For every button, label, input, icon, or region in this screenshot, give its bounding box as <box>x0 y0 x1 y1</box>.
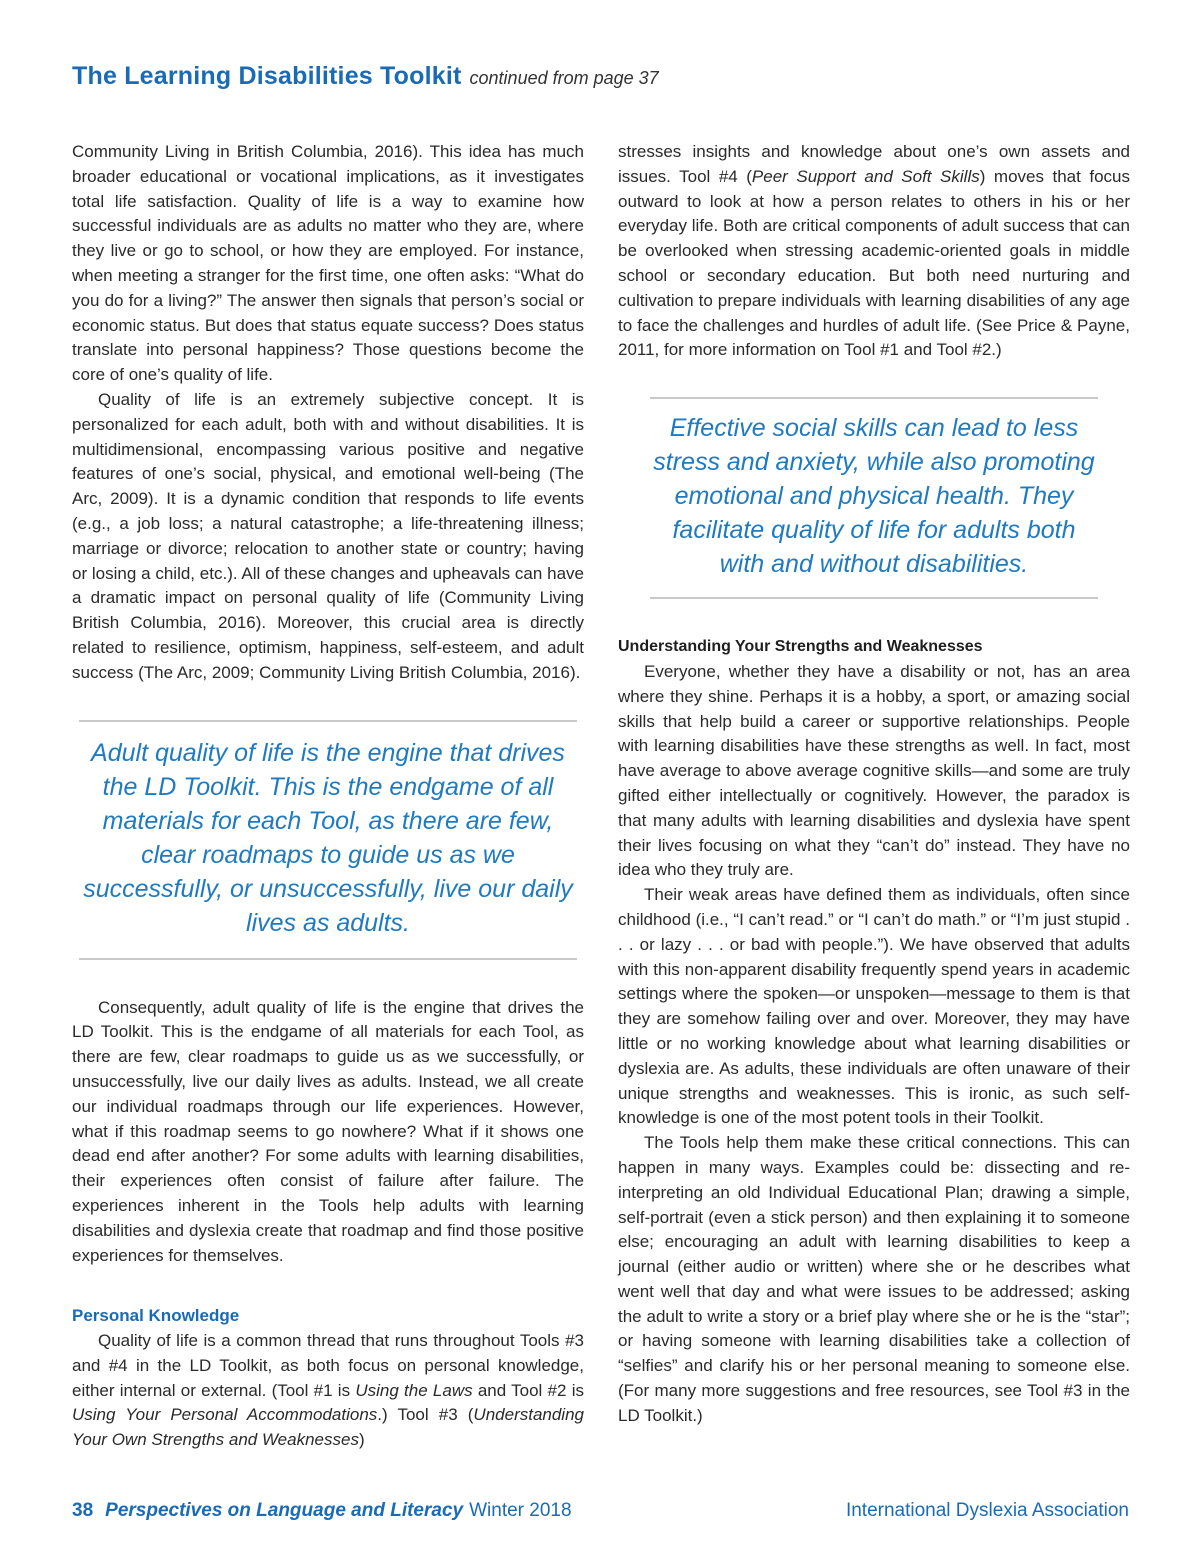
issue-label: Winter 2018 <box>469 1500 572 1521</box>
footer-left <box>72 1500 572 1522</box>
text-run: ) <box>358 1430 365 1450</box>
organization-name: International Dyslexia Association <box>845 1500 1129 1521</box>
left-column <box>72 140 584 1453</box>
body-paragraph: Quality of life is an extremely subjective concept. It is personalized for each adult, both with and without disabilities. It is multidimensional, encompassing various positive and negative features of one’s social, physical, and emotional well-being (The Arc, 2009). It is a dynamic condition that responds to life events (e.g., a job loss; a natural catastrophe; a life-threatening illness; marriage or divorce; relocation to another state or country; having or losing a child, etc.). All of these changes and upheavals can have a dramatic impact on personal quality of life (Community Living British Columbia, 2016). Moreover, this crucial area is directly related to resilience, optimism, happiness, self-esteem, and adult success (The Arc, 2009; Community Living British Columbia, 2016). <box>72 389 584 682</box>
continued-note: continued from page 37 <box>469 68 659 88</box>
pull-quote: Adult quality of life is the engine that drives the LD Toolkit. This is the endgame of all materials for each Tool, as there are few, clear roadmaps to guide us as we successfully, or unsuccessfully, live our daily lives as adults. <box>79 720 577 960</box>
running-header <box>72 62 659 91</box>
right-column <box>618 140 1130 1429</box>
text-run: .) Tool #3 ( <box>377 1405 474 1425</box>
body-paragraph <box>72 1329 584 1453</box>
page-number: 38 <box>72 1500 94 1521</box>
body-paragraph: The Tools help them make these critical connections. This can happen in many ways. Examples could be: dissecting and re-interpreting an old Individual Educational Plan; drawing a simple, self-portrait (even a stick person) and then explaining it to someone else; encouraging an adult with learning disabilities to keep a journal (either audio or written) where she or he describes what went well that day and what were issues to be addressed; asking the adult to write a story or a brief play where she or he is the “star”; or having someone with learning disabilities take a collection of “selfies” and clarify his or her personal meaning to someone else. (For many more suggestions and free resources, see Tool #3 in the LD Toolkit.) <box>618 1133 1130 1425</box>
text-run: Quality of life is a common thread that runs throughout Tools #3 and #4 in the LD Toolkit, as both focus on personal knowledge, either internal or external. (Tool #1 is <box>72 1331 584 1400</box>
body-paragraph: Their weak areas have defined them as individuals, often since childhood (i.e., “I can’t read.” or “I can’t do math.” or “I’m just stupid . . . or lazy . . . or bad with people.”). We have observed that adults with this non-apparent disability frequently spend years in academic settings where the spoken—or unspoken—message to them is that they are somehow failing over and over. Moreover, they may have little or no working knowledge about what learning disabilities or dyslexia are. As adults, these individuals are often unaware of their unique strengths and weaknesses. This is ironic, as such self-knowledge is one of the most potent tools in their Toolkit. <box>618 885 1130 1128</box>
section-heading: Understanding Your Strengths and Weaknesses <box>618 638 983 656</box>
tool-title: Peer Support and Soft Skills <box>751 166 980 186</box>
section-heading: Personal Knowledge <box>72 1306 240 1326</box>
tool-title: Using the Laws <box>355 1380 473 1400</box>
text-run: stresses insights and knowledge about one’s own assets and issues. Tool #4 ( <box>618 142 1130 186</box>
body-paragraph: Everyone, whether they have a disability or not, has an area where they shine. Perhaps it is a hobby, a sport, or amazing social skills that help build a career or supportive relationships. People with learning disabilities have these strengths as well. In fact, most have average to above average cognitive skills—and some are truly gifted either intellectually or cognitively. However, the paradox is that many adults with learning disabilities and dyslexia have spent their lives focusing on what they “can’t do” instead. They have no idea who they truly are. <box>618 661 1130 880</box>
text-run: and Tool #2 is <box>472 1380 584 1400</box>
tool-title: Using Your Personal Accommodations <box>72 1405 378 1425</box>
body-paragraph <box>618 140 1130 363</box>
pull-quote: Effective social skills can lead to less stress and anxiety, while also promoting emotional and physical health. They facilitate quality of life for adults both with and without disabilities. <box>650 397 1098 599</box>
body-paragraph: Consequently, adult quality of life is the engine that drives the LD Toolkit. This is the endgame of all materials for each Tool, as there are few, clear roadmaps to guide us as we successfully, or unsuccessfully, live our daily lives as adults. Instead, we all create our individual roadmaps through our life experiences. However, what if this roadmap seems to go nowhere? What if it shows one dead end after another? For some adults with learning disabilities, their experiences often consist of failure after failure. The experiences inherent in the Tools help adults with learning disabilities and dyslexia create that roadmap and find those positive experiences for themselves. <box>72 997 584 1265</box>
text-run: ) moves that focus outward to look at how a person relates to others in his or her everyday life. Both are critical components of adult success that can be overlooked when stressing academic-oriented goals in middle school or secondary education. But both need nurturing and cultivation to prepare individuals with learning disabilities of any age to face the challenges and hurdles of adult life. (See Price & Payne, 2011, for more information on Tool #1 and Tool #2.) <box>618 166 1131 360</box>
publication-name: Perspectives on Language and Literacy <box>105 1500 464 1521</box>
body-paragraph: Community Living in British Columbia, 2016). This idea has much broader educational or vocational implications, as it investigates total life satisfaction. Quality of life is a way to examine how successful individuals are as adults no matter who they are, where they live or go to school, or how they are employed. For instance, when meeting a stranger for the first time, one often asks: “What do you do for a living?” The answer then signals that person’s social or economic status. But does that status equate success? Does status translate into personal happiness? Those questions become the core of one’s quality of life. <box>72 142 584 385</box>
tool-title: Understanding Your Own Strengths and Weaknesses <box>72 1405 584 1450</box>
article-title: The Learning Disabilities Toolkit <box>72 62 462 90</box>
